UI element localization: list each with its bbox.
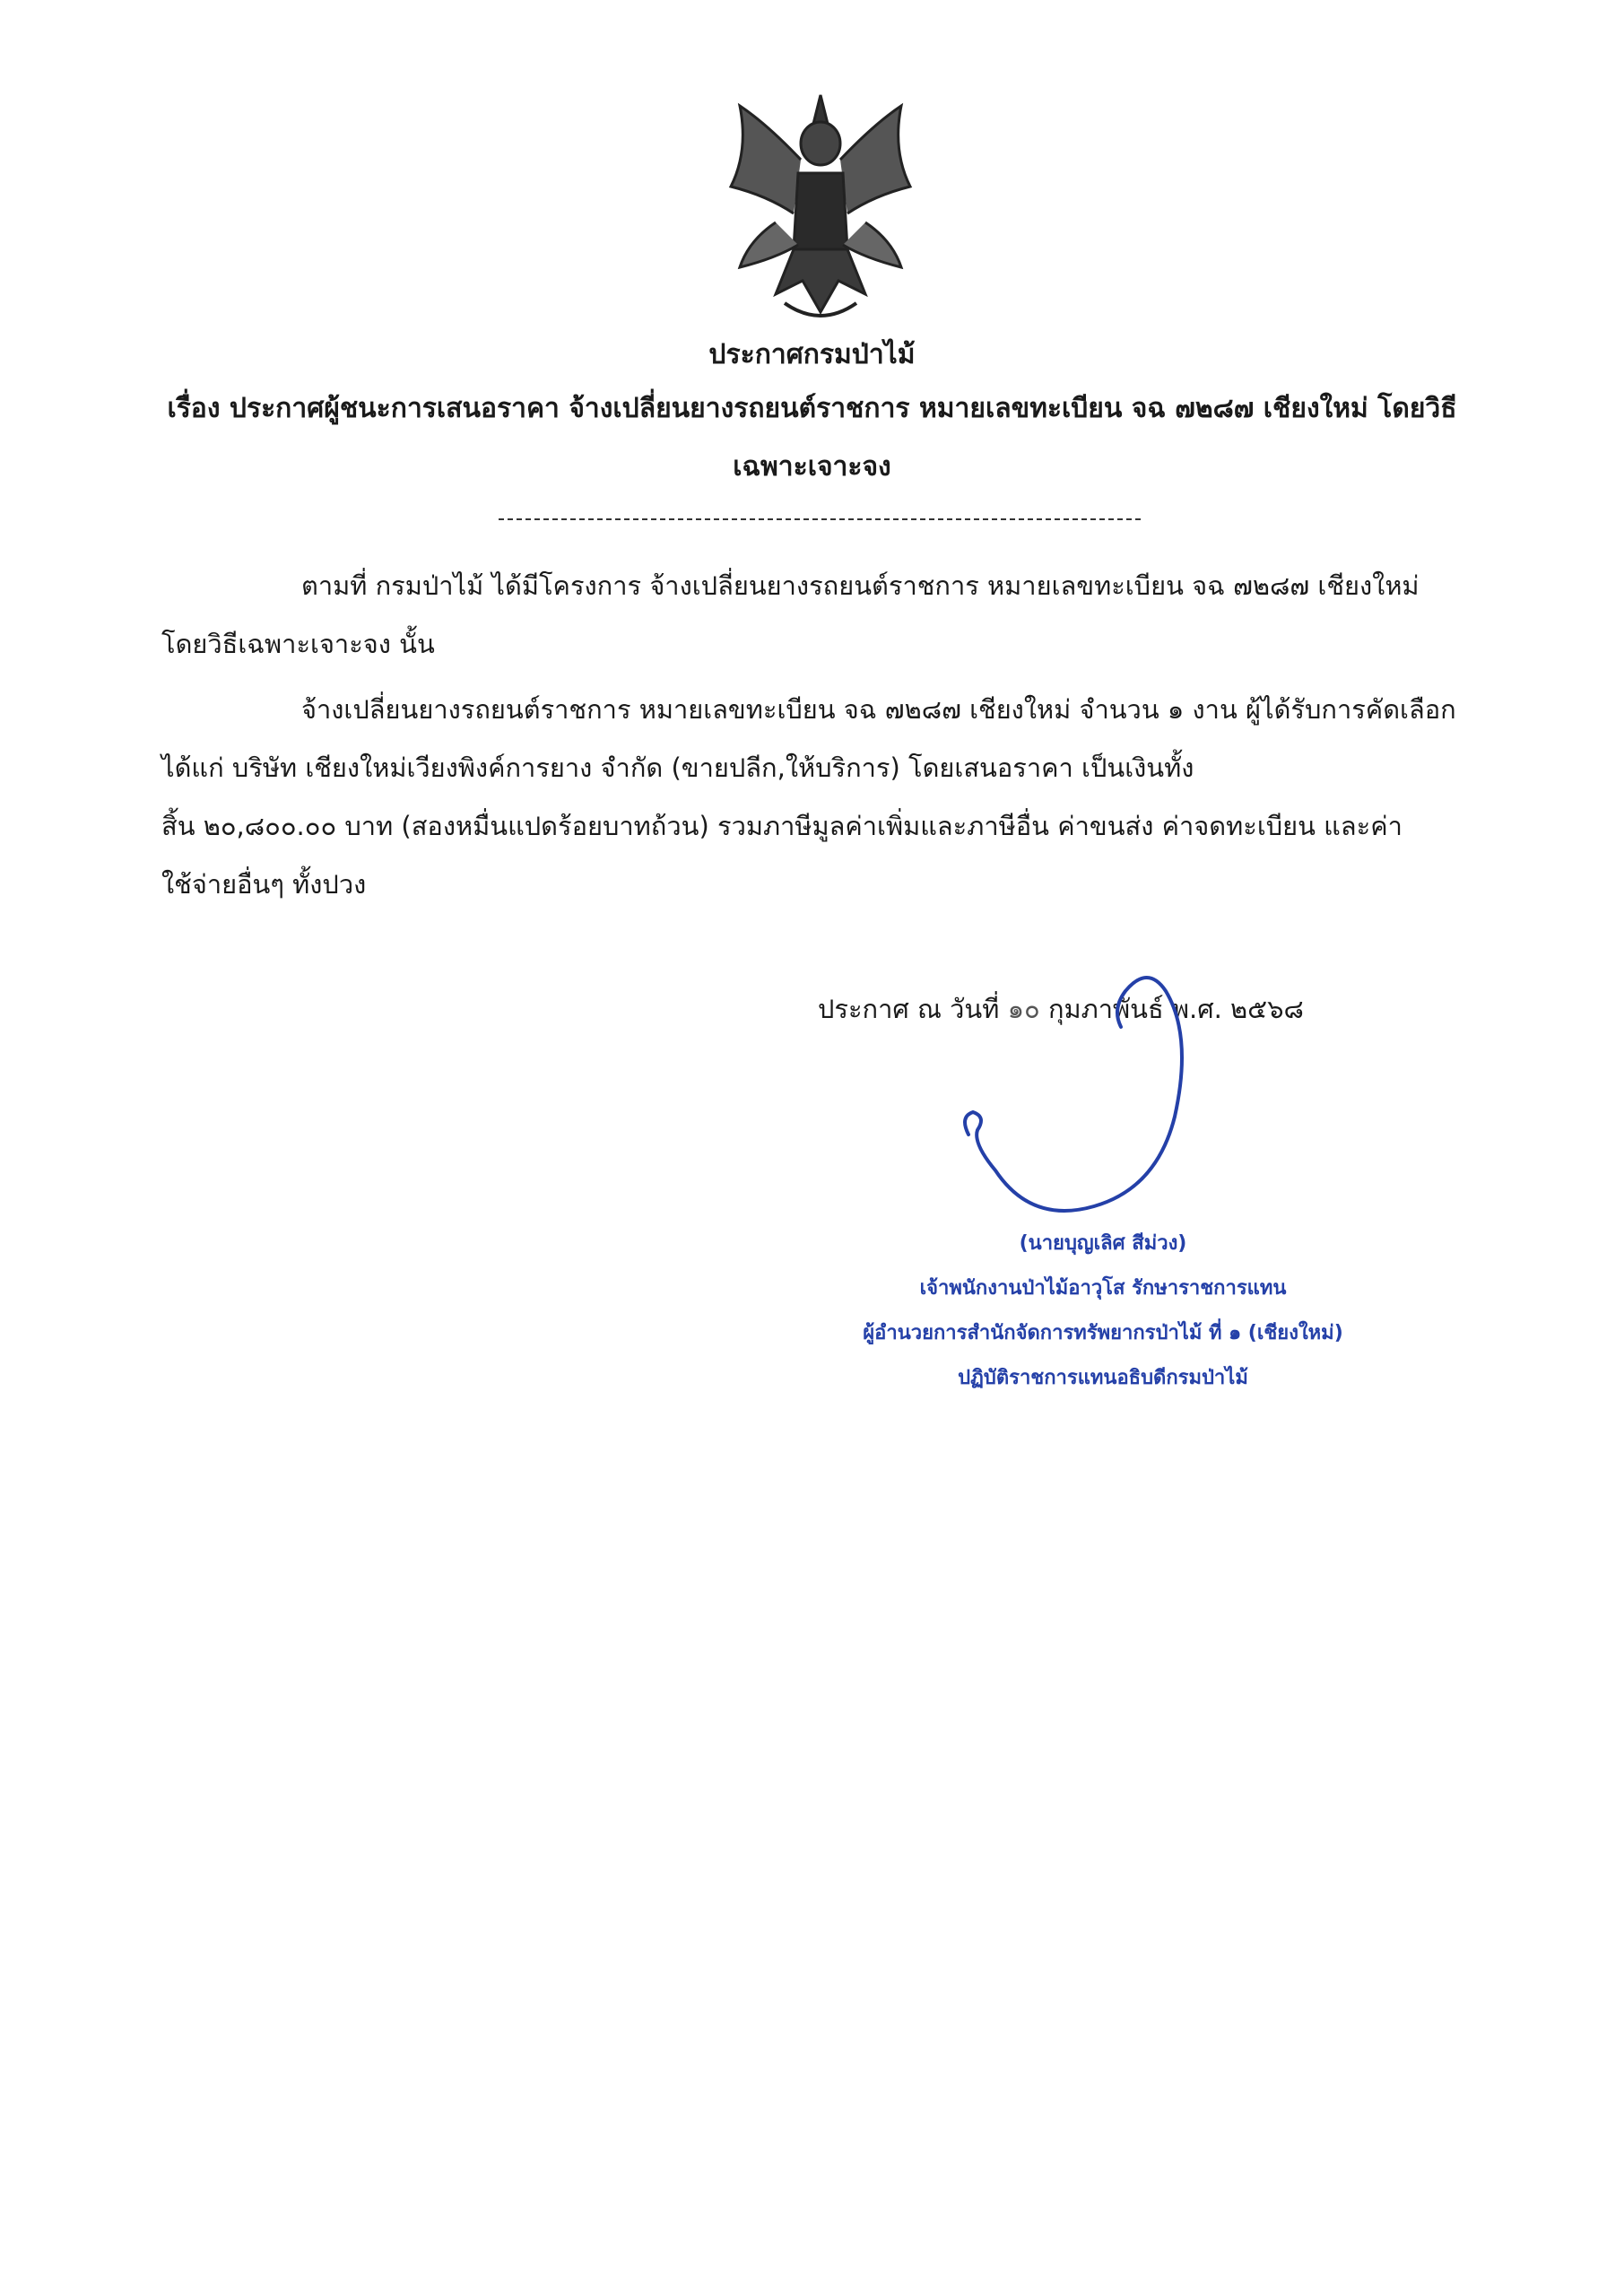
paragraph-1-line-2: โดยวิธีเฉพาะเจาะจง นั้น bbox=[161, 629, 435, 659]
garuda-emblem-icon bbox=[713, 88, 928, 328]
page-title: ประกาศกรมป่าไม้ bbox=[708, 339, 916, 370]
date-day: ๑๐ bbox=[1007, 994, 1040, 1024]
divider bbox=[499, 518, 1141, 520]
paragraph-2-line-3: สิ้น ๒๐,๘๐๐.๐๐ บาท (สองหมื่นแปดร้อยบาทถ้วน) รวมภาษีมูลค่าเพิ่มและภาษีอื่น ค่าขนส่ง ค่าจดทะเบียน และค่า bbox=[161, 811, 1403, 841]
date-month-year: กุมภาพันธ์ พ.ศ. ๒๕๖๘ bbox=[1047, 994, 1304, 1024]
date-prefix: ประกาศ ณ วันที่ bbox=[818, 994, 1000, 1024]
subject-line-2: เฉพาะเจาะจง bbox=[733, 451, 891, 483]
paragraph-1-line-1: ตามที่ กรมป่าไม้ ได้มีโครงการ จ้างเปลี่ยนยางรถยนต์ราชการ หมายเลขทะเบียน จฉ ๗๒๘๗ เชียงใหม่ bbox=[301, 570, 1420, 601]
subject-line-1: เรื่อง ประกาศผู้ชนะการเสนอราคา จ้างเปลี่ยนยางรถยนต์ราชการ หมายเลขทะเบียน จฉ ๗๒๘๗ เชียงใหม่ โดยวิธี bbox=[167, 393, 1457, 424]
paragraph-2-line-4: ใช้จ่ายอื่นๆ ทั้งปวง bbox=[161, 869, 367, 900]
signature-mark-icon bbox=[933, 955, 1238, 1224]
signer-name: (นายบุญเลิศ สีม่วง) bbox=[1019, 1232, 1187, 1255]
paragraph-2-line-2: ได้แก่ บริษัท เชียงใหม่เวียงพิงค์การยาง จำกัด (ขายปลีก,ให้บริการ) โดยเสนอราคา เป็นเงินทั้ง bbox=[161, 752, 1194, 783]
signer-position-2: ผู้อำนวยการสำนักจัดการทรัพยากรป่าไม้ ที่ ๑ (เชียงใหม่) bbox=[863, 1322, 1343, 1344]
signer-position-3: ปฏิบัติราชการแทนอธิบดีกรมป่าไม้ bbox=[958, 1367, 1248, 1389]
paragraph-2-line-1: จ้างเปลี่ยนยางรถยนต์ราชการ หมายเลขทะเบียน จฉ ๗๒๘๗ เชียงใหม่ จำนวน ๑ งาน ผู้ได้รับการคัดเลือก bbox=[301, 694, 1456, 725]
signer-position-1: เจ้าพนักงานป่าไม้อาวุโส รักษาราชการแทน bbox=[919, 1277, 1287, 1300]
